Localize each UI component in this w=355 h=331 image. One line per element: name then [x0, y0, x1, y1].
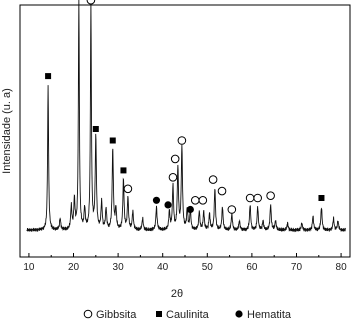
x-tick-label: 30 — [112, 262, 124, 273]
x-axis-label: 2θ — [170, 288, 184, 300]
caulinita-marker — [110, 138, 116, 144]
x-tick-label: 50 — [201, 262, 213, 273]
gibbsita-marker — [246, 194, 254, 202]
caulinita-marker — [120, 167, 126, 173]
x-tick-label: 60 — [246, 262, 258, 273]
gibbsita-marker — [218, 187, 226, 195]
gibbsita-marker — [191, 197, 199, 205]
hematita-marker — [187, 206, 194, 213]
gibbsita-marker — [209, 176, 217, 184]
legend-caulinita-symbol — [156, 311, 162, 317]
gibbsita-marker — [87, 0, 95, 4]
legend-label: Caulinita — [166, 309, 209, 321]
legend-gibbsita-symbol — [84, 310, 92, 318]
caulinita-marker — [318, 195, 324, 201]
x-tick-label: 20 — [67, 262, 80, 273]
gibbsita-marker — [169, 174, 177, 182]
hematita-marker — [153, 197, 160, 204]
gibbsita-marker — [267, 192, 275, 200]
gibbsita-marker — [178, 137, 186, 145]
y-axis-label: Intensidade (u. a) — [1, 88, 13, 174]
phase-markers — [45, 0, 324, 213]
x-tick-label: 10 — [23, 262, 35, 273]
legend-label: Hematita — [247, 309, 292, 321]
gibbsita-marker — [171, 155, 179, 163]
hematita-marker — [164, 201, 171, 208]
x-tick-label: 80 — [335, 262, 347, 273]
caulinita-marker — [45, 73, 51, 79]
x-axis-ticks — [23, 253, 347, 273]
caulinita-marker — [93, 126, 99, 132]
legend — [84, 309, 292, 321]
gibbsita-marker — [254, 194, 262, 202]
legend-hematita-symbol — [235, 310, 242, 317]
plot-area — [20, 0, 350, 273]
gibbsita-marker — [199, 197, 207, 205]
x-tick-label: 70 — [290, 262, 303, 273]
diffraction-pattern-line — [27, 0, 346, 232]
gibbsita-marker — [228, 206, 236, 214]
x-tick-label: 40 — [157, 262, 169, 273]
legend-label: Gibbsita — [96, 309, 137, 321]
plot-frame — [20, 5, 350, 257]
gibbsita-marker — [124, 185, 132, 193]
